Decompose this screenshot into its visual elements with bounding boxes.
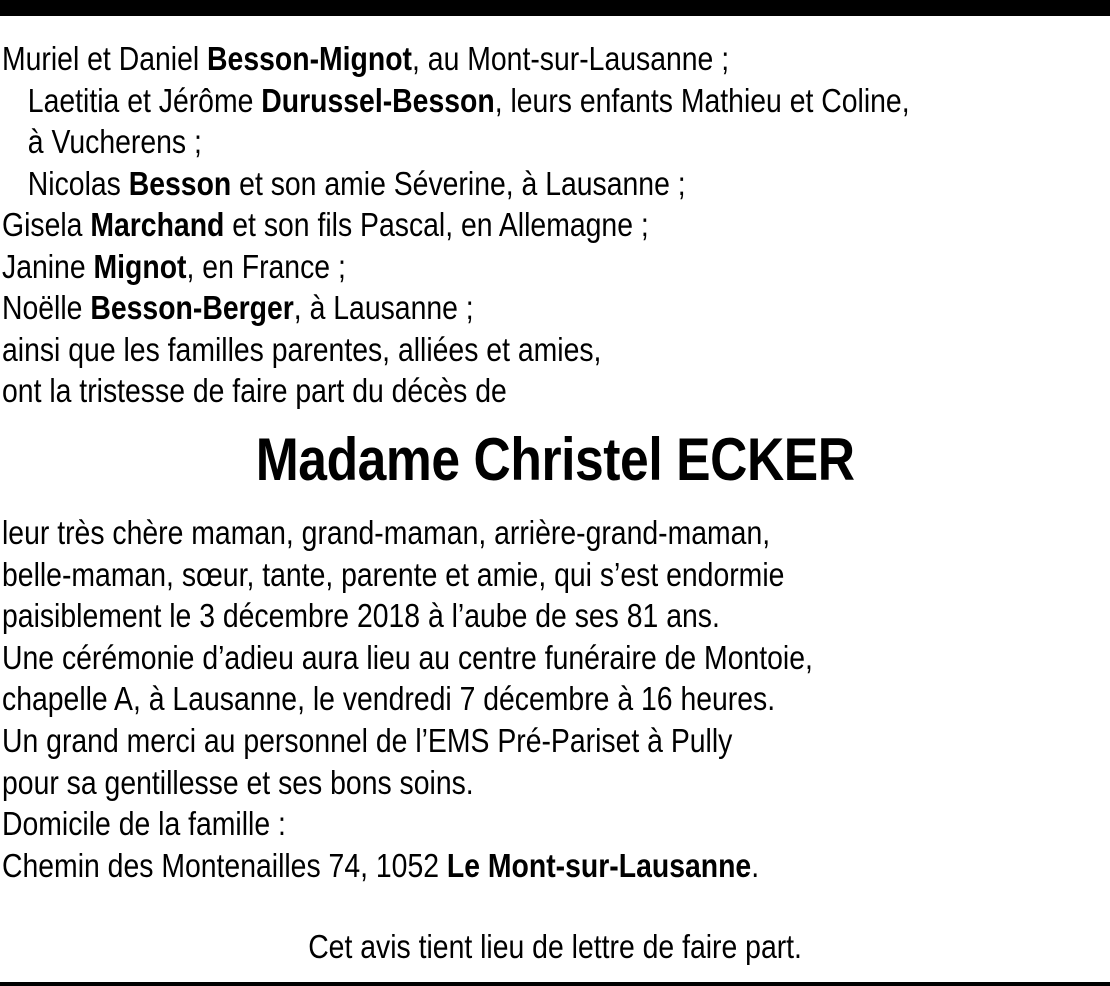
body-line: leur très chère maman, grand-maman, arrière-grand-maman, [2,514,771,551]
family-line-text: Laetitia et Jérôme [27,81,262,119]
family-surname: Besson-Berger [90,289,294,326]
family-line [2,80,948,122]
family-line [2,287,948,329]
body-line: paisiblement le 3 décembre 2018 à l’aube de ses 81 ans. [2,597,720,635]
family-line [2,246,948,288]
family-line-text: , à Lausanne ; [293,289,474,326]
address-text: . [751,846,760,884]
family-line-text: à Vucherens ; [27,123,202,160]
family-line-text: Gisela [2,206,91,243]
address-place: Le Mont-sur-Lausanne [446,846,752,884]
body-line: Une cérémonie d’adieu aura lieu au centre funéraire de Montoie, [2,638,813,676]
top-rule [0,0,1110,16]
family-line [2,38,948,80]
family-address [2,845,1000,887]
family-surname: Mignot [93,247,187,285]
body-line: belle-maman, sœur, tante, parente et amie, qui s’est endormie [2,555,785,593]
family-line-text: Nicolas [27,164,129,202]
intro-line: ainsi que les familles parentes, alliées et amies, [2,330,602,368]
body-line: chapelle A, à Lausanne, le vendredi 7 décembre à 16 heures. [2,680,776,718]
footer-note [0,925,1110,969]
family-line [2,204,948,246]
family-line-text: Noëlle [2,289,91,326]
family-line-text: , au Mont-sur-Lausanne ; [412,40,730,77]
notice-body [2,512,1000,886]
body-line: pour sa gentillesse et ses bons soins. [2,763,474,801]
family-surname: Marchand [90,206,225,243]
family-line-text: , leurs enfants Mathieu et Coline, [494,81,910,119]
family-line-text: et son amie Séverine, à Lausanne ; [231,164,686,202]
body-line: Domicile de la famille : [2,805,286,843]
intro-line: ont la tristesse de faire part du décès de [2,372,507,409]
family-line-text: Janine [2,247,94,285]
body-line: Un grand merci au personnel de l’EMS Pré-Pariset à Pully [2,721,733,759]
family-line-text: et son fils Pascal, en Allemagne ; [224,206,649,243]
footer-note-text: Cet avis tient lieu de lettre de faire part. [308,928,802,965]
family-surname: Besson-Mignot [207,40,413,77]
family-line [2,163,948,205]
deceased-name: Madame Christel ECKER [255,426,855,493]
family-line [2,121,948,163]
family-surname: Besson [128,164,232,202]
family-surname: Durussel-Besson [261,81,495,119]
family-line-text: , en France ; [186,247,346,285]
bottom-rule [0,982,1110,986]
deceased-name-heading [0,424,1110,496]
family-list [2,38,948,412]
address-text: Chemin des Montenailles 74, 1052 [2,846,447,884]
family-line-text: Muriel et Daniel [2,40,208,77]
